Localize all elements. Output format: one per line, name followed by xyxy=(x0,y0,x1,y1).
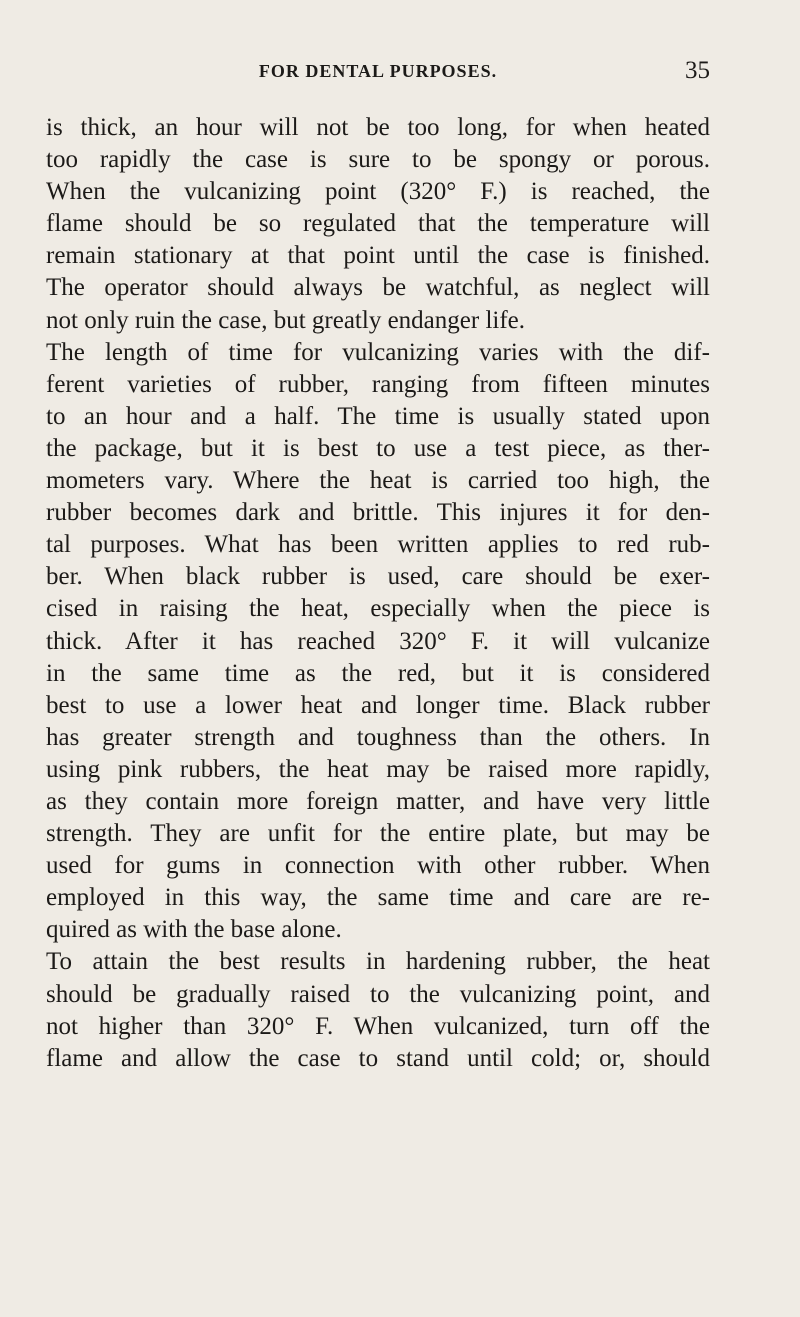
text-line: To attain the best results in hardening rubber, the heat xyxy=(46,948,710,976)
text-line: using pink rubbers, the heat may be raised more rapidly, xyxy=(46,755,710,783)
text-line: is thick, an hour will not be too long, for when heated xyxy=(46,114,710,141)
text-line: flame should be so regulated that the temperature will xyxy=(46,210,710,238)
text-line: flame and allow the case to stand until cold; or, should xyxy=(46,1044,710,1072)
text-line: to an hour and a half. The time is usually stated upon xyxy=(46,402,710,430)
text-line: thick. After it has reached 320° F. it will vulcanize xyxy=(46,627,710,655)
page-number: 35 xyxy=(685,57,710,84)
text-line: The length of time for vulcanizing varies with the dif- xyxy=(46,338,710,366)
text-line: When the vulcanizing point (320° F.) is reached, the xyxy=(46,178,710,206)
text-line: not only ruin the case, but greatly endanger life. xyxy=(46,306,526,334)
text-line: too rapidly the case is sure to be spongy or porous. xyxy=(46,146,710,174)
text-line: in the same time as the red, but it is considered xyxy=(46,659,710,687)
text-line: employed in this way, the same time and care are re- xyxy=(46,884,710,912)
text-line: the package, but it is best to use a test piece, as ther- xyxy=(46,434,710,462)
running-head xyxy=(46,57,710,91)
text-line: as they contain more foreign matter, and have very little xyxy=(46,787,710,815)
text-line: strength. They are unfit for the entire plate, but may be xyxy=(46,820,710,848)
text-line: not higher than 320° F. When vulcanized, turn off the xyxy=(46,1012,710,1040)
text-line: should be gradually raised to the vulcanizing point, and xyxy=(46,980,710,1008)
text-line: mometers vary. Where the heat is carried too high, the xyxy=(46,467,710,495)
text-line: best to use a lower heat and longer time. Black rubber xyxy=(46,691,710,719)
text-line: ber. When black rubber is used, care should be exer- xyxy=(46,563,710,591)
text-line: ferent varieties of rubber, ranging from fifteen minutes xyxy=(46,370,710,398)
body-text xyxy=(46,112,710,1075)
text-line: has greater strength and toughness than the others. In xyxy=(46,723,710,751)
text-line: The operator should always be watchful, as neglect will xyxy=(46,274,710,302)
text-line: quired as with the base alone. xyxy=(46,916,342,944)
text-line: rubber becomes dark and brittle. This injures it for den- xyxy=(46,499,710,527)
running-title: FOR DENTAL PURPOSES. xyxy=(258,61,498,81)
text-line: tal purposes. What has been written applies to red rub- xyxy=(46,531,710,559)
text-line: remain stationary at that point until the case is finished. xyxy=(46,242,710,270)
text-line: used for gums in connection with other rubber. When xyxy=(46,852,710,880)
text-line: cised in raising the heat, especially when the piece is xyxy=(46,595,710,623)
